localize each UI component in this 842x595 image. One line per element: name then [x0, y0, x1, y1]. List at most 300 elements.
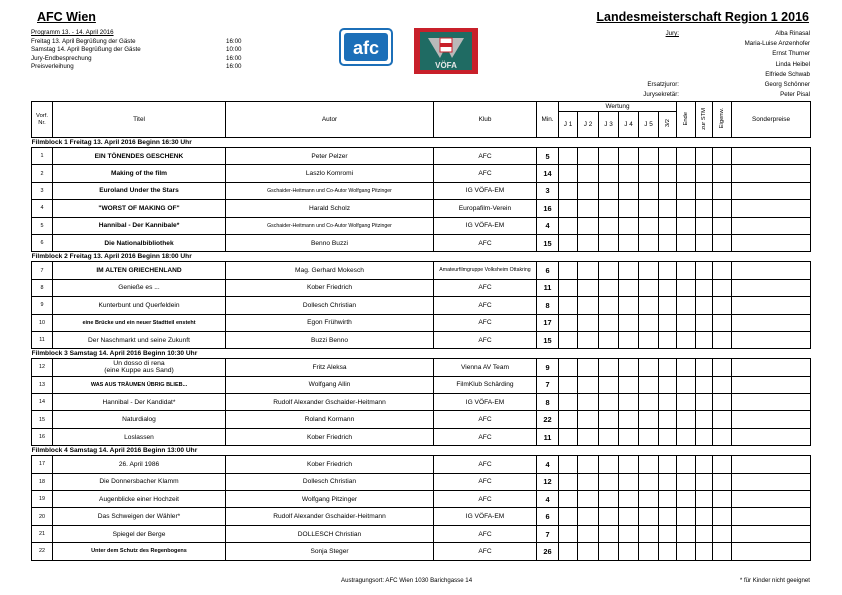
- score-cell-eigenw[interactable]: [713, 428, 732, 445]
- score-cell-j1[interactable]: [559, 543, 578, 560]
- program-row: [31, 55, 266, 64]
- score-cell-half[interactable]: [659, 491, 677, 508]
- film-author: Dollesch Christian: [226, 297, 434, 314]
- score-cell-j4[interactable]: [619, 279, 639, 296]
- score-cell-stm[interactable]: [696, 297, 713, 314]
- score-cell-ende[interactable]: [677, 234, 696, 251]
- score-cell-stm[interactable]: [696, 331, 713, 348]
- club-title: AFC Wien: [37, 10, 96, 24]
- score-cell-half[interactable]: [659, 456, 677, 473]
- score-cell-sonderpreise[interactable]: [732, 217, 811, 234]
- film-minutes: 4: [537, 456, 559, 473]
- score-cell-sonderpreise[interactable]: [732, 200, 811, 217]
- score-cell-j4[interactable]: [619, 217, 639, 234]
- block-heading: Filmblock 2 Freitag 13. April 2016 Beginn 18:00 Uhr: [32, 252, 811, 262]
- score-cell-ende[interactable]: [677, 394, 696, 411]
- score-cell-sonderpreise[interactable]: [732, 297, 811, 314]
- score-cell-j3[interactable]: [599, 428, 619, 445]
- score-cell-j3[interactable]: [599, 394, 619, 411]
- score-cell-ende[interactable]: [677, 297, 696, 314]
- score-cell-j1[interactable]: [559, 411, 578, 428]
- score-cell-j5[interactable]: [639, 473, 659, 490]
- program-row-label: Jury-Endbesprechung: [31, 54, 92, 62]
- score-cell-j1[interactable]: [559, 376, 578, 393]
- score-cell-sonderpreise[interactable]: [732, 376, 811, 393]
- jury-member: Peter Pisal: [780, 91, 810, 99]
- score-cell-j3[interactable]: [599, 314, 619, 331]
- score-cell-j3[interactable]: [599, 182, 619, 199]
- score-cell-sonderpreise[interactable]: [732, 234, 811, 251]
- film-author: Fritz Aleksa: [226, 359, 434, 376]
- score-cell-eigenw[interactable]: [713, 376, 732, 393]
- table-row: [32, 491, 811, 508]
- program-row-label: Freitag 13. April Begrüßung der Gäste: [31, 37, 136, 45]
- score-cell-eigenw[interactable]: [713, 314, 732, 331]
- score-cell-j5[interactable]: [639, 359, 659, 376]
- score-cell-sonderpreise[interactable]: [732, 331, 811, 348]
- score-cell-j5[interactable]: [639, 165, 659, 182]
- score-cell-j3[interactable]: [599, 148, 619, 165]
- col-min: Min.: [537, 102, 559, 138]
- score-cell-j1[interactable]: [559, 217, 578, 234]
- score-cell-ende[interactable]: [677, 262, 696, 279]
- table-row: [32, 543, 811, 560]
- score-cell-ende[interactable]: [677, 200, 696, 217]
- score-cell-eigenw[interactable]: [713, 148, 732, 165]
- score-cell-j5[interactable]: [639, 411, 659, 428]
- score-cell-half[interactable]: [659, 165, 677, 182]
- score-cell-stm[interactable]: [696, 508, 713, 525]
- score-cell-j2[interactable]: [578, 376, 599, 393]
- score-cell-j2[interactable]: [578, 331, 599, 348]
- score-cell-eigenw[interactable]: [713, 279, 732, 296]
- score-cell-j3[interactable]: [599, 508, 619, 525]
- score-cell-j4[interactable]: [619, 473, 639, 490]
- score-cell-sonderpreise[interactable]: [732, 456, 811, 473]
- score-cell-ende[interactable]: [677, 182, 696, 199]
- score-cell-eigenw[interactable]: [713, 411, 732, 428]
- film-title: "WORST OF MAKING OF": [53, 200, 226, 217]
- score-cell-stm[interactable]: [696, 456, 713, 473]
- score-cell-half[interactable]: [659, 473, 677, 490]
- film-author: Kober Friedrich: [226, 456, 434, 473]
- score-cell-ende[interactable]: [677, 376, 696, 393]
- film-author: Egon Frühwirth: [226, 314, 434, 331]
- film-club: AFC: [434, 456, 537, 473]
- film-title: eine Brücke und ein neuer Stadtteil ensteht: [53, 314, 226, 331]
- film-club: AFC: [434, 148, 537, 165]
- score-cell-eigenw[interactable]: [713, 525, 732, 542]
- film-minutes: 6: [537, 262, 559, 279]
- score-cell-j3[interactable]: [599, 525, 619, 542]
- score-cell-j1[interactable]: [559, 200, 578, 217]
- score-cell-j4[interactable]: [619, 165, 639, 182]
- score-cell-half[interactable]: [659, 148, 677, 165]
- film-author: Dollesch Christian: [226, 473, 434, 490]
- score-cell-j5[interactable]: [639, 456, 659, 473]
- film-minutes: 11: [537, 279, 559, 296]
- score-cell-sonderpreise[interactable]: [732, 491, 811, 508]
- score-cell-j5[interactable]: [639, 394, 659, 411]
- program-row: [31, 46, 266, 55]
- score-cell-j3[interactable]: [599, 234, 619, 251]
- score-cell-j3[interactable]: [599, 331, 619, 348]
- score-cell-stm[interactable]: [696, 359, 713, 376]
- film-author: Peter Pelzer: [226, 148, 434, 165]
- film-club: AFC: [434, 331, 537, 348]
- score-cell-ende[interactable]: [677, 279, 696, 296]
- film-title: Hannibal - Der Kandidat*: [53, 394, 226, 411]
- score-cell-j1[interactable]: [559, 297, 578, 314]
- score-cell-j4[interactable]: [619, 376, 639, 393]
- score-cell-j2[interactable]: [578, 279, 599, 296]
- score-cell-ende[interactable]: [677, 428, 696, 445]
- score-cell-j3[interactable]: [599, 279, 619, 296]
- program-row: [31, 63, 266, 72]
- score-cell-sonderpreise[interactable]: [732, 394, 811, 411]
- score-cell-j1[interactable]: [559, 182, 578, 199]
- col-j4: J 4: [619, 112, 639, 138]
- score-cell-half[interactable]: [659, 279, 677, 296]
- table-row: [32, 182, 811, 199]
- score-cell-sonderpreise[interactable]: [732, 314, 811, 331]
- film-number: 18: [32, 473, 53, 490]
- film-minutes: 12: [537, 473, 559, 490]
- score-cell-eigenw[interactable]: [713, 543, 732, 560]
- score-cell-j4[interactable]: [619, 508, 639, 525]
- score-cell-j4[interactable]: [619, 148, 639, 165]
- score-cell-eigenw[interactable]: [713, 234, 732, 251]
- score-cell-j2[interactable]: [578, 234, 599, 251]
- film-author: Gschaider-Heitmann und Co-Autor Wolfgang Pitzinger: [226, 217, 434, 234]
- score-cell-j2[interactable]: [578, 297, 599, 314]
- film-number: 10: [32, 314, 53, 331]
- score-cell-ende[interactable]: [677, 456, 696, 473]
- score-cell-stm[interactable]: [696, 394, 713, 411]
- score-cell-j5[interactable]: [639, 200, 659, 217]
- score-cell-stm[interactable]: [696, 182, 713, 199]
- score-cell-j1[interactable]: [559, 279, 578, 296]
- score-cell-j1[interactable]: [559, 262, 578, 279]
- score-cell-stm[interactable]: [696, 525, 713, 542]
- score-cell-ende[interactable]: [677, 543, 696, 560]
- score-cell-j4[interactable]: [619, 262, 639, 279]
- score-cell-j5[interactable]: [639, 279, 659, 296]
- jury-member: Elfriede Schwab: [765, 70, 810, 78]
- score-cell-half[interactable]: [659, 411, 677, 428]
- score-cell-j4[interactable]: [619, 297, 639, 314]
- score-cell-eigenw[interactable]: [713, 456, 732, 473]
- film-club: IG VÖFA-EM: [434, 182, 537, 199]
- score-cell-ende[interactable]: [677, 508, 696, 525]
- film-club: IG VÖFA-EM: [434, 508, 537, 525]
- film-minutes: 15: [537, 331, 559, 348]
- score-cell-j4[interactable]: [619, 456, 639, 473]
- score-cell-half[interactable]: [659, 376, 677, 393]
- film-minutes: 4: [537, 491, 559, 508]
- block-heading-row: [32, 446, 811, 456]
- score-cell-sonderpreise[interactable]: [732, 428, 811, 445]
- score-cell-ende[interactable]: [677, 314, 696, 331]
- score-cell-j4[interactable]: [619, 331, 639, 348]
- jury-row: [600, 60, 810, 70]
- score-cell-j2[interactable]: [578, 182, 599, 199]
- film-minutes: 15: [537, 234, 559, 251]
- score-cell-eigenw[interactable]: [713, 182, 732, 199]
- score-cell-j5[interactable]: [639, 297, 659, 314]
- film-title: IM ALTEN GRIECHENLAND: [53, 262, 226, 279]
- score-cell-j3[interactable]: [599, 411, 619, 428]
- score-cell-ende[interactable]: [677, 473, 696, 490]
- score-cell-j3[interactable]: [599, 473, 619, 490]
- score-cell-j4[interactable]: [619, 234, 639, 251]
- score-cell-j4[interactable]: [619, 491, 639, 508]
- film-club: Amateurfilmgruppe Volksheim Ottakring: [434, 262, 537, 279]
- score-cell-j1[interactable]: [559, 165, 578, 182]
- vofa-logo: [414, 28, 478, 74]
- film-minutes: 3: [537, 182, 559, 199]
- score-cell-sonderpreise[interactable]: [732, 359, 811, 376]
- score-cell-eigenw[interactable]: [713, 359, 732, 376]
- score-cell-eigenw[interactable]: [713, 262, 732, 279]
- score-cell-half[interactable]: [659, 182, 677, 199]
- film-title: Unter dem Schutz des Regenbogens: [53, 543, 226, 560]
- score-cell-stm[interactable]: [696, 491, 713, 508]
- score-cell-j2[interactable]: [578, 394, 599, 411]
- score-cell-j2[interactable]: [578, 428, 599, 445]
- score-cell-j2[interactable]: [578, 314, 599, 331]
- score-cell-j3[interactable]: [599, 262, 619, 279]
- score-cell-j4[interactable]: [619, 543, 639, 560]
- score-cell-j2[interactable]: [578, 148, 599, 165]
- score-cell-j1[interactable]: [559, 525, 578, 542]
- score-cell-stm[interactable]: [696, 262, 713, 279]
- score-cell-ende[interactable]: [677, 411, 696, 428]
- score-cell-stm[interactable]: [696, 428, 713, 445]
- score-cell-stm[interactable]: [696, 217, 713, 234]
- film-minutes: 5: [537, 148, 559, 165]
- table-row: [32, 411, 811, 428]
- score-cell-j1[interactable]: [559, 508, 578, 525]
- score-cell-sonderpreise[interactable]: [732, 525, 811, 542]
- score-cell-stm[interactable]: [696, 279, 713, 296]
- venue-note: Austragungsort: AFC Wien 1030 Barichgasse 14: [341, 577, 473, 584]
- film-number: 9: [32, 297, 53, 314]
- table-row: [32, 200, 811, 217]
- score-cell-j4[interactable]: [619, 525, 639, 542]
- score-cell-stm[interactable]: [696, 473, 713, 490]
- score-cell-sonderpreise[interactable]: [732, 279, 811, 296]
- score-cell-j4[interactable]: [619, 200, 639, 217]
- col-sonderpreise: Sonderpreise: [732, 102, 811, 138]
- score-cell-half[interactable]: [659, 331, 677, 348]
- score-cell-eigenw[interactable]: [713, 217, 732, 234]
- film-club: AFC: [434, 428, 537, 445]
- score-cell-j5[interactable]: [639, 508, 659, 525]
- col-half: [659, 112, 677, 138]
- score-cell-eigenw[interactable]: [713, 200, 732, 217]
- film-club: AFC: [434, 165, 537, 182]
- score-cell-j2[interactable]: [578, 473, 599, 490]
- score-cell-j3[interactable]: [599, 491, 619, 508]
- score-cell-stm[interactable]: [696, 314, 713, 331]
- score-cell-stm[interactable]: [696, 543, 713, 560]
- score-cell-half[interactable]: [659, 217, 677, 234]
- score-cell-stm[interactable]: [696, 376, 713, 393]
- score-cell-eigenw[interactable]: [713, 331, 732, 348]
- score-cell-j5[interactable]: [639, 376, 659, 393]
- program-row-label: Preisverleihung: [31, 63, 74, 71]
- film-number: 13: [32, 376, 53, 393]
- score-cell-ende[interactable]: [677, 165, 696, 182]
- score-cell-sonderpreise[interactable]: [732, 182, 811, 199]
- score-cell-sonderpreise[interactable]: [732, 148, 811, 165]
- score-cell-j1[interactable]: [559, 148, 578, 165]
- table-row: [32, 262, 811, 279]
- score-cell-half[interactable]: [659, 525, 677, 542]
- film-club: AFC: [434, 473, 537, 490]
- score-cell-eigenw[interactable]: [713, 297, 732, 314]
- score-cell-j5[interactable]: [639, 331, 659, 348]
- score-cell-sonderpreise[interactable]: [732, 262, 811, 279]
- film-club: AFC: [434, 525, 537, 542]
- score-cell-j2[interactable]: [578, 200, 599, 217]
- film-number: 16: [32, 428, 53, 445]
- score-cell-j5[interactable]: [639, 543, 659, 560]
- film-number: 1: [32, 148, 53, 165]
- jury-member: Georg Schönner: [764, 81, 810, 89]
- score-cell-j4[interactable]: [619, 394, 639, 411]
- score-cell-half[interactable]: [659, 297, 677, 314]
- score-cell-j3[interactable]: [599, 200, 619, 217]
- score-cell-eigenw[interactable]: [713, 394, 732, 411]
- score-cell-ende[interactable]: [677, 359, 696, 376]
- film-title: EIN TÖNENDES GESCHENK: [53, 148, 226, 165]
- score-cell-j1[interactable]: [559, 394, 578, 411]
- score-cell-j2[interactable]: [578, 359, 599, 376]
- score-cell-j1[interactable]: [559, 314, 578, 331]
- col-j1: J 1: [559, 112, 578, 138]
- score-cell-j3[interactable]: [599, 456, 619, 473]
- score-cell-stm[interactable]: [696, 411, 713, 428]
- score-cell-j3[interactable]: [599, 297, 619, 314]
- score-cell-j4[interactable]: [619, 428, 639, 445]
- score-cell-j5[interactable]: [639, 148, 659, 165]
- score-cell-eigenw[interactable]: [713, 473, 732, 490]
- score-cell-j2[interactable]: [578, 508, 599, 525]
- film-club: Europafilm-Verein: [434, 200, 537, 217]
- score-cell-j2[interactable]: [578, 411, 599, 428]
- score-cell-j2[interactable]: [578, 456, 599, 473]
- score-cell-ende[interactable]: [677, 331, 696, 348]
- col-eigenw: [713, 102, 732, 138]
- score-cell-j1[interactable]: [559, 456, 578, 473]
- film-club: AFC: [434, 297, 537, 314]
- score-cell-j5[interactable]: [639, 428, 659, 445]
- film-number: 21: [32, 525, 53, 542]
- score-cell-half[interactable]: [659, 234, 677, 251]
- score-cell-j1[interactable]: [559, 473, 578, 490]
- half-label: 3/2: [664, 119, 671, 128]
- program-title: Programm 13. - 14. April 2016: [31, 29, 114, 36]
- score-cell-sonderpreise[interactable]: [732, 543, 811, 560]
- jury-role: [600, 49, 685, 59]
- score-cell-stm[interactable]: [696, 148, 713, 165]
- score-cell-j1[interactable]: [559, 359, 578, 376]
- score-cell-ende[interactable]: [677, 217, 696, 234]
- score-cell-eigenw[interactable]: [713, 508, 732, 525]
- score-cell-j5[interactable]: [639, 491, 659, 508]
- film-number: 12: [32, 359, 53, 376]
- score-cell-j3[interactable]: [599, 165, 619, 182]
- score-cell-j1[interactable]: [559, 234, 578, 251]
- film-author: Wolfgang Pitzinger: [226, 491, 434, 508]
- score-cell-j4[interactable]: [619, 359, 639, 376]
- score-cell-j5[interactable]: [639, 182, 659, 199]
- score-cell-j1[interactable]: [559, 331, 578, 348]
- score-cell-eigenw[interactable]: [713, 165, 732, 182]
- score-cell-stm[interactable]: [696, 165, 713, 182]
- score-cell-j2[interactable]: [578, 165, 599, 182]
- score-cell-j2[interactable]: [578, 491, 599, 508]
- film-author: Laszlo Komromi: [226, 165, 434, 182]
- film-author: Wolfgang Allin: [226, 376, 434, 393]
- score-cell-j2[interactable]: [578, 217, 599, 234]
- film-minutes: 8: [537, 394, 559, 411]
- score-cell-eigenw[interactable]: [713, 491, 732, 508]
- score-cell-j1[interactable]: [559, 428, 578, 445]
- score-cell-j4[interactable]: [619, 411, 639, 428]
- score-cell-j5[interactable]: [639, 262, 659, 279]
- score-cell-half[interactable]: [659, 314, 677, 331]
- score-cell-sonderpreise[interactable]: [732, 508, 811, 525]
- score-cell-j4[interactable]: [619, 314, 639, 331]
- score-cell-j2[interactable]: [578, 525, 599, 542]
- film-minutes: 16: [537, 200, 559, 217]
- score-cell-half[interactable]: [659, 359, 677, 376]
- score-cell-sonderpreise[interactable]: [732, 473, 811, 490]
- table-row: [32, 234, 811, 251]
- score-cell-j3[interactable]: [599, 359, 619, 376]
- score-cell-j3[interactable]: [599, 543, 619, 560]
- score-cell-half[interactable]: [659, 508, 677, 525]
- score-cell-j5[interactable]: [639, 234, 659, 251]
- score-cell-half[interactable]: [659, 200, 677, 217]
- score-cell-j3[interactable]: [599, 376, 619, 393]
- score-cell-sonderpreise[interactable]: [732, 165, 811, 182]
- jury-row: [600, 70, 810, 80]
- jury-member: Alba Rinasal: [775, 30, 810, 37]
- score-cell-j5[interactable]: [639, 525, 659, 542]
- score-cell-j3[interactable]: [599, 217, 619, 234]
- score-cell-j5[interactable]: [639, 314, 659, 331]
- score-cell-j1[interactable]: [559, 491, 578, 508]
- score-cell-stm[interactable]: [696, 200, 713, 217]
- score-cell-ende[interactable]: [677, 148, 696, 165]
- score-cell-j4[interactable]: [619, 182, 639, 199]
- score-cell-ende[interactable]: [677, 525, 696, 542]
- score-cell-stm[interactable]: [696, 234, 713, 251]
- score-cell-j2[interactable]: [578, 262, 599, 279]
- score-cell-half[interactable]: [659, 394, 677, 411]
- score-cell-half[interactable]: [659, 262, 677, 279]
- score-cell-sonderpreise[interactable]: [732, 411, 811, 428]
- score-cell-j5[interactable]: [639, 217, 659, 234]
- score-cell-ende[interactable]: [677, 491, 696, 508]
- score-cell-j2[interactable]: [578, 543, 599, 560]
- score-cell-half[interactable]: [659, 428, 677, 445]
- score-cell-half[interactable]: [659, 543, 677, 560]
